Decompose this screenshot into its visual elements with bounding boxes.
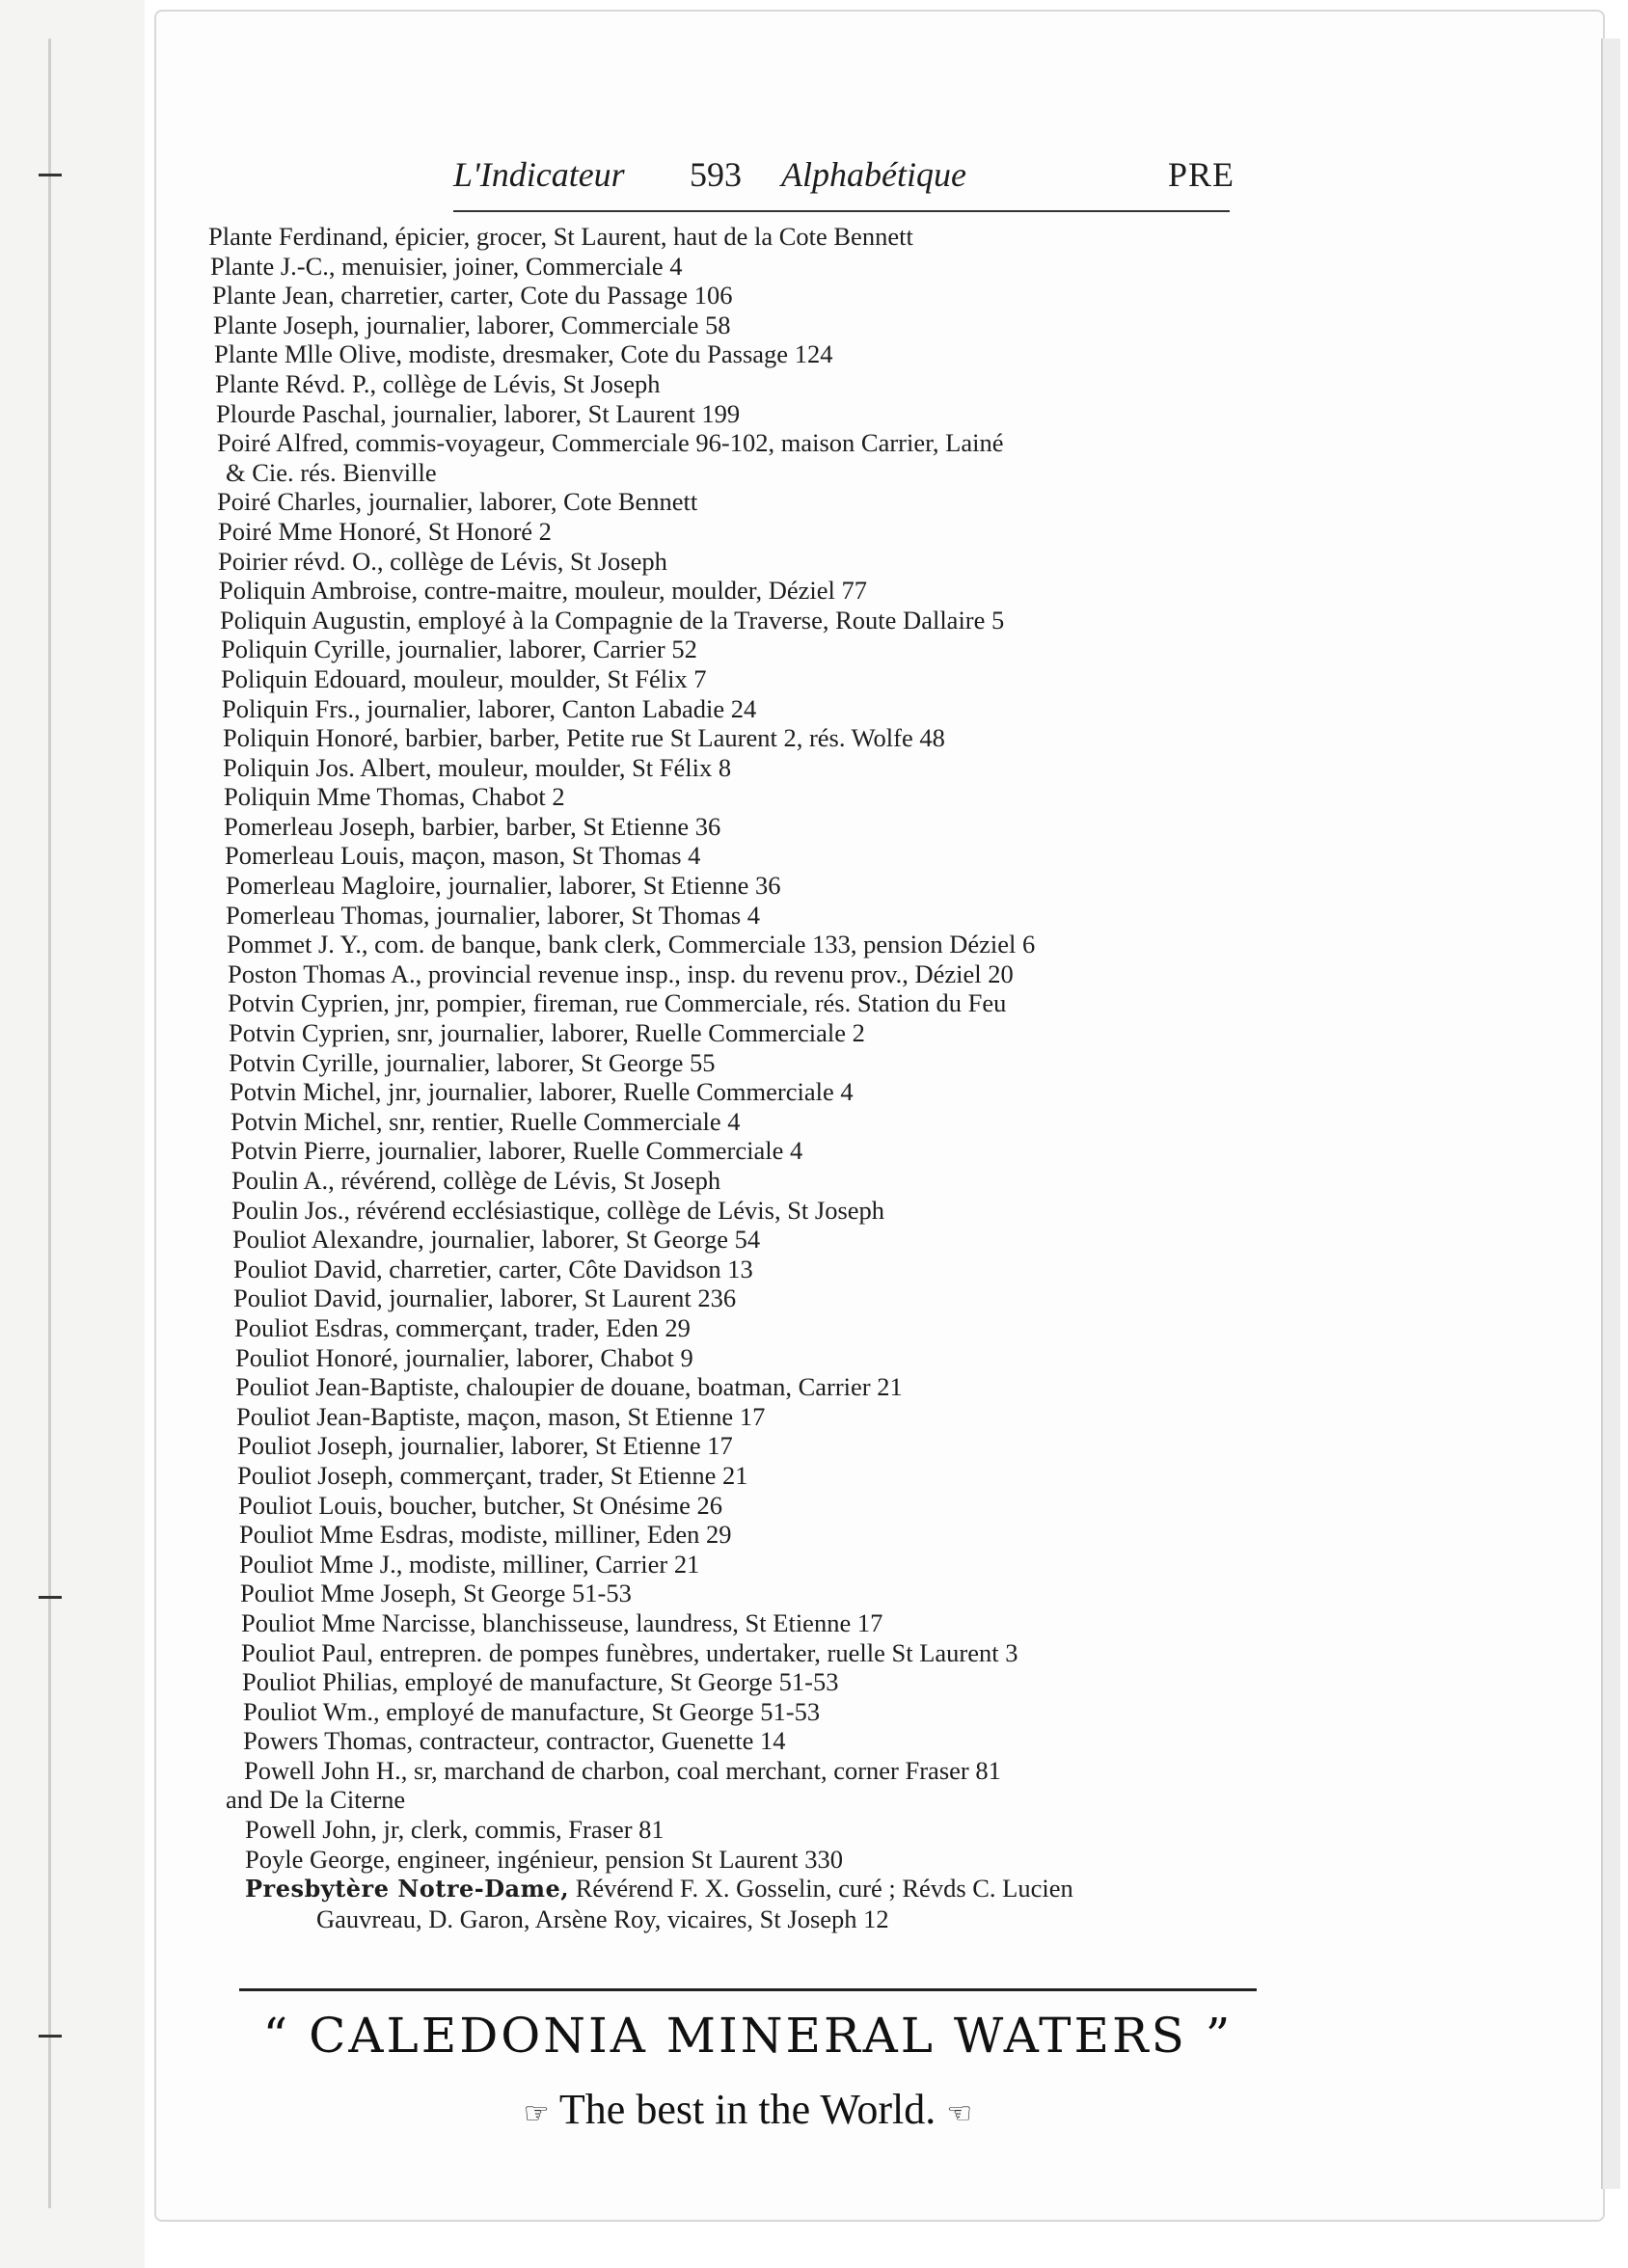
directory-entry: Poliquin Cyrille, journalier, laborer, Carrier 52 (221, 634, 697, 664)
directory-entries (208, 222, 1269, 1933)
directory-entry: Pouliot Wm., employé de manufacture, St George 51-53 (243, 1696, 821, 1726)
directory-entry: Pouliot Joseph, journalier, laborer, St Etienne 17 (237, 1431, 733, 1461)
directory-entry: Pouliot Mme Joseph, St George 51-53 (240, 1579, 632, 1608)
directory-entry: Potvin Michel, jnr, journalier, laborer, Ruelle Commerciale 4 (230, 1077, 854, 1107)
advertisement-rule (239, 1988, 1257, 1991)
page-number: 593 (690, 155, 742, 194)
directory-entry: Poliquin Mme Thomas, Chabot 2 (224, 782, 565, 812)
directory-entry: Poyle George, engineer, ingénieur, pension St Laurent 330 (245, 1844, 843, 1874)
directory-entry: Pouliot Esdras, commerçant, trader, Eden 29 (234, 1312, 691, 1342)
directory-entry: Pouliot David, journalier, laborer, St Laurent 236 (233, 1283, 737, 1313)
directory-entry: Potvin Cyprien, jnr, pompier, fireman, rue Commerciale, rés. Station du Feu (228, 988, 1007, 1018)
directory-entry: Poliquin Ambroise, contre-maitre, mouleur, moulder, Déziel 77 (219, 576, 867, 606)
directory-entry: Pomerleau Thomas, journalier, laborer, St Thomas 4 (226, 900, 761, 930)
directory-entry: Potvin Cyrille, journalier, laborer, St George 55 (229, 1047, 716, 1077)
page-edge (1601, 39, 1620, 2189)
header-left: L'Indicateur (453, 155, 625, 194)
presbytere-details: Révérend F. X. Gosselin, curé ; Révds C. Lucien (569, 1874, 1073, 1904)
directory-entry: Pommet J. Y., com. de banque, bank clerk, Commerciale 133, pension Déziel 6 (227, 930, 1036, 959)
presbytere-entry (208, 1874, 1269, 1904)
directory-entry: Poliquin Augustin, employé à la Compagnie de la Traverse, Route Dallaire 5 (220, 605, 1005, 634)
binding-mark (39, 2035, 62, 2038)
directory-entry: Plante Ferdinand, épicier, grocer, St Laurent, haut de la Cote Bennett (208, 222, 913, 251)
directory-entry: Poulin Jos., révérend ecclésiastique, collège de Lévis, St Joseph (231, 1195, 885, 1225)
header-code: PRE (1167, 155, 1235, 194)
directory-entry: Pomerleau Magloire, journalier, laborer, St Etienne 36 (226, 871, 781, 901)
directory-entry: Pouliot David, charretier, carter, Côte Davidson 13 (233, 1254, 753, 1283)
directory-entry: Poliquin Edouard, mouleur, moulder, St Félix 7 (221, 663, 707, 693)
directory-entry: Plante Joseph, journalier, laborer, Commerciale 58 (213, 310, 731, 339)
directory-entry: Pouliot Mme Esdras, modiste, milliner, Eden 29 (239, 1520, 732, 1550)
directory-entry: Plante J.-C., menuisier, joiner, Commerciale 4 (210, 251, 683, 281)
directory-entry: Pomerleau Louis, maçon, mason, St Thomas 4 (225, 841, 701, 871)
directory-entry: Plante Mlle Olive, modiste, dresmaker, Cote du Passage 124 (214, 339, 833, 369)
binding-mark (39, 174, 62, 176)
directory-entry: Powell John H., sr, marchand de charbon, coal merchant, corner Fraser 81 (244, 1755, 1001, 1785)
directory-entry: Poiré Charles, journalier, laborer, Cote Bennett (217, 487, 698, 517)
directory-entry: Poliquin Jos. Albert, mouleur, moulder, St Félix 8 (223, 752, 732, 782)
directory-entry: Pouliot Jean-Baptiste, chaloupier de douane, boatman, Carrier 21 (235, 1372, 903, 1402)
binding-mark (39, 1596, 62, 1599)
directory-entry: Pomerleau Joseph, barbier, barber, St Etienne 36 (224, 811, 721, 841)
book-binding (0, 0, 145, 2268)
directory-entry: Poirier révd. O., collège de Lévis, St Joseph (218, 546, 667, 576)
advertisement-tagline (239, 2085, 1257, 2134)
presbytere-name: Presbytère Notre-Dame, (245, 1875, 570, 1904)
directory-entry: Pouliot Joseph, commerçant, trader, St Etienne 21 (237, 1460, 748, 1490)
directory-entry-continuation: & Cie. rés. Bienville (226, 457, 437, 487)
advertisement-title: “ CALEDONIA MINERAL WATERS ” (262, 2008, 1234, 2064)
directory-entry: Pouliot Honoré, journalier, laborer, Chabot 9 (235, 1342, 693, 1372)
directory-entry: Pouliot Mme Narcisse, blanchisseuse, laundress, St Etienne 17 (241, 1607, 883, 1637)
presbytere-continuation: Gauvreau, D. Garon, Arsène Roy, vicaires, St Joseph 12 (316, 1904, 889, 1933)
directory-entry: Pouliot Paul, entrepren. de pompes funèbres, undertaker, ruelle St Laurent 3 (241, 1637, 1018, 1667)
directory-entry: Poston Thomas A., provincial revenue insp., insp. du revenu prov., Déziel 20 (228, 958, 1014, 988)
directory-entry: Powers Thomas, contracteur, contractor, Guenette 14 (243, 1726, 786, 1756)
directory-entry: Pouliot Louis, boucher, butcher, St Onésime 26 (238, 1490, 723, 1520)
directory-entry: Pouliot Alexandre, journalier, laborer, St George 54 (232, 1225, 761, 1255)
directory-entry: Poiré Alfred, commis-voyageur, Commerciale 96-102, maison Carrier, Lainé (217, 428, 1004, 458)
directory-entry: Potvin Cyprien, snr, journalier, laborer, Ruelle Commerciale 2 (229, 1018, 865, 1048)
header-rule (453, 210, 1230, 212)
directory-entry: Plante Jean, charretier, carter, Cote du Passage 106 (212, 281, 733, 310)
directory-entry: Plante Révd. P., collège de Lévis, St Joseph (215, 368, 661, 398)
directory-entry: Poulin A., révérend, collège de Lévis, St Joseph (231, 1166, 721, 1195)
spine-fold (48, 39, 51, 2208)
directory-entry: Poiré Mme Honoré, St Honoré 2 (218, 516, 552, 546)
directory-entry: Pouliot Philias, employé de manufacture, St George 51-53 (242, 1667, 839, 1697)
directory-entry: Potvin Pierre, journalier, laborer, Ruelle Commerciale 4 (231, 1136, 803, 1166)
directory-entry: Plourde Paschal, journalier, laborer, St Laurent 199 (216, 398, 741, 428)
directory-entry: Powell John, jr, clerk, commis, Fraser 81 (245, 1815, 665, 1845)
directory-entry: Poliquin Frs., journalier, laborer, Canton Labadie 24 (222, 693, 757, 723)
pointing-hand-left-icon: ☜ (946, 2096, 973, 2131)
directory-entry: Pouliot Jean-Baptiste, maçon, mason, St Etienne 17 (236, 1401, 766, 1431)
directory-entry: Poliquin Honoré, barbier, barber, Petite rue St Laurent 2, rés. Wolfe 48 (223, 723, 945, 753)
tagline-text: The best in the World. (558, 2086, 936, 2133)
running-header (453, 154, 1235, 202)
directory-entry: Potvin Michel, snr, rentier, Ruelle Commerciale 4 (231, 1106, 741, 1136)
directory-entry: Pouliot Mme J., modiste, milliner, Carrier 21 (239, 1549, 700, 1579)
pointing-hand-right-icon: ☞ (523, 2096, 550, 2131)
directory-entry-continuation: and De la Citerne (226, 1785, 406, 1815)
header-right: Alphabétique (781, 155, 966, 194)
